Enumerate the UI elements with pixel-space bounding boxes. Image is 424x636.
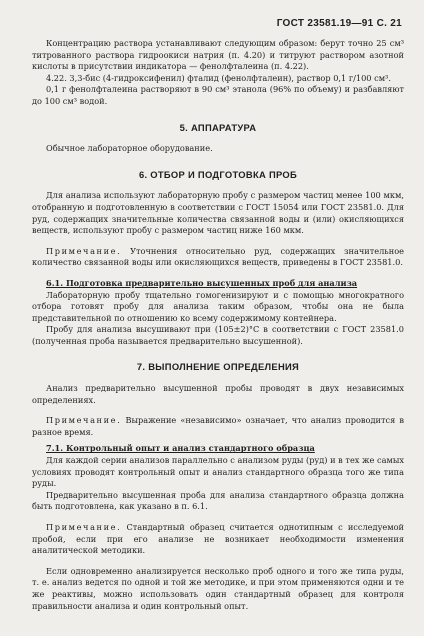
document-body (32, 38, 404, 612)
section-heading-7: 7. ВЫПОЛНЕНИЕ ОПРЕДЕЛЕНИЯ (136, 361, 300, 373)
paragraph: 4.22. 3,3-бис (4-гидроксифенил) фталид (фенолфталеин), раствор 0,1 г/100 см³. (46, 72, 391, 83)
paragraph: 0,1 г фенолфталеина растворяют в 90 см³ этанола (96% по объему) и разбавляют до 100 см³ водой. (32, 84, 404, 106)
note-text: Уточнения относительно руд, содержащих значительное количество связанной воды или окисляющихся веществ, приведены в ГОСТ 23581.0. (32, 245, 404, 268)
paragraph: Для каждой серии анализов параллельно с анализом руды (руд) и в тех же самых условиях проводят контрольный опыт и анализ стандартного образца того же типа руды. (32, 455, 404, 489)
section-heading-6: 6. ОТБОР И ПОДГОТОВКА ПРОБ (138, 168, 298, 180)
paragraph: Обычное лабораторное оборудование. (46, 143, 213, 154)
note-text: Выражение «независимо» означает, что анализ проводится в разное время. (32, 415, 404, 437)
page-header: ГОСТ 23581.19—91 С. 21 (276, 18, 402, 29)
note-label: Примечание. (46, 245, 122, 256)
subsection-heading-6-1: 6.1. Подготовка предварительно высушенных проб для анализа (46, 277, 358, 288)
paragraph: Пробу для анализа высушивают при (105±2)°С в соответствии с ГОСТ 23581.0 (полученная проба называется предварительно высушенной). (32, 324, 404, 346)
note-label: Примечание. (46, 415, 122, 426)
note-paragraph (32, 415, 404, 438)
section-heading-5: 5. АППАРАТУРА (179, 121, 257, 133)
paragraph: Лабораторную пробу тщательно гомогенизируют и с помощью многократного отбора готовят пробу для анализа таким образом, чтобы она не была представительной по отношению ко всему содержимому контейнера. (32, 289, 404, 323)
subsection-heading-7-1: 7.1. Контрольный опыт и анализ стандартного образца (46, 443, 315, 454)
note-paragraph (32, 522, 404, 557)
paragraph: Если одновременно анализируется несколько проб одного и того же типа руды, т. е. анализ ведется по одной и той же методике, и при этом применяются одни и те же реактивы, можно использовать один стандартный образец для контроля правильности анализа и один контрольный опыт. (32, 565, 404, 611)
note-paragraph (32, 246, 404, 269)
paragraph: Анализ предварительно высушенной пробы проводят в двух независимых определениях. (32, 383, 404, 405)
note-text: Стандартный образец считается однотипным с исследуемой пробой, если при его анализе не возникает необходимости изменения аналитической методики. (32, 522, 404, 556)
note-label: Примечание. (46, 522, 122, 532)
paragraph: Концентрацию раствора устанавливают следующим образом: берут точно 25 см³ титрованного раствора гидроокиси натрия (п. 4.20) и титруют раствором азотной кислоты в присутствии индикатора — фенолфталеина (п. 4.22). (32, 38, 404, 72)
paragraph: Для анализа используют лабораторную пробу с размером частиц менее 100 мкм, отобранную и подготовленную в соответствии с ГОСТ 15054 или ГОСТ 23581.0. Для руд, содержащих значительные количества связанной воды и (или) окисляющихся веществ, используют пробу с размером частиц ниже 160 мкм. (32, 190, 404, 236)
paragraph: Предварительно высушенная проба для анализа стандартного образца должна быть подготовлена, как указано в п. 6.1. (32, 489, 404, 512)
